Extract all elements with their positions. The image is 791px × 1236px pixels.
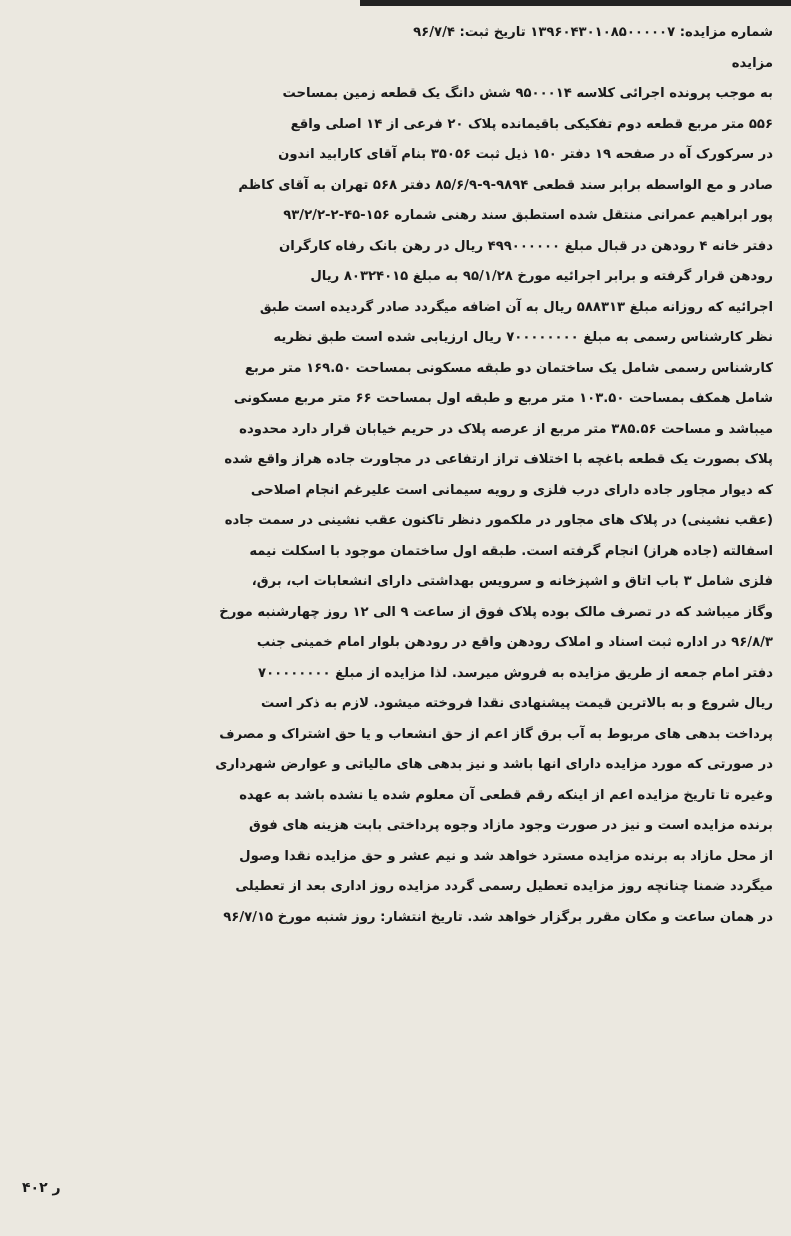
body-line: میگردد ضمنا چنانچه روز مزایده تعطیل رسمی گردد مزایده روز اداری بعد از تعطیلی [235, 879, 773, 894]
body-line: رودهن قرار گرفته و برابر اجرائیه مورخ ۹۵/۱/۲۸ به مبلغ ۸۰۳۲۴۰۱۵ ریال [310, 269, 773, 284]
body-line: برنده مزایده است و نیز در صورت وجود مازاد وجوه پرداختی بابت هزینه های فوق [249, 818, 773, 833]
body-line: نظر کارشناس رسمی به مبلغ ۷۰۰۰۰۰۰۰۰ ریال ارزیابی شده است طبق نظریه [273, 330, 773, 345]
body-line: شامل همکف بمساحت ۱۰۳.۵۰ متر مربع و طبقه اول بمساحت ۶۶ متر مربع مسکونی [233, 391, 773, 406]
body-line: که دیوار مجاور جاده دارای درب فلزی و رویه سیمانی است علیرغم انجام اصلاحی [250, 482, 773, 498]
body-line: فلزی شامل ۳ باب اتاق و اشپزخانه و سرویس بهداشتی دارای انشعابات اب، برق، [251, 574, 773, 589]
body-line: کارشناس رسمی شامل یک ساختمان دو طبقه مسکونی بمساحت ۱۶۹.۵۰ متر مربع [244, 360, 773, 376]
auction-notice [14, 18, 773, 933]
body-line: وغیره تا تاریخ مزایده اعم از اینکه رقم قطعی آن معلوم شده یا نشده باشد به عهده [239, 787, 773, 803]
body-line: پور ابراهیم عمرانی منتقل شده استطبق سند رهنی شماره ۱۵۶-۴۵-۲-۹۳/۲/۲ [283, 208, 773, 223]
body-line: از محل مازاد به برنده مزایده مسترد خواهد شد و نیم عشر و حق مزایده نقدا وصول [239, 848, 773, 864]
body-line: در صورتی که مورد مزایده دارای انها باشد و نیز بدهی های مالیاتی و عوارض شهرداری [215, 757, 773, 772]
body-line: دفتر خانه ۴ رودهن در قبال مبلغ ۴۹۹۰۰۰۰۰۰ ریال در رهن بانک رفاه کارگران [279, 238, 773, 254]
body-line: اجرائیه که روزانه مبلغ ۵۸۸۳۱۳ ریال به آن اضافه میگردد صادر گردیده است طبق [259, 299, 773, 315]
body-line: ۵۵۶ متر مربع قطعه دوم تفکیکی باقیمانده پلاک ۲۰ فرعی از ۱۴ اصلی واقع [290, 116, 773, 132]
body-line: به موجب پرونده اجرائی کلاسه ۹۵۰۰۰۱۴ شش دانگ یک قطعه زمین بمساحت [282, 86, 773, 101]
body-line: دفتر امام جمعه از طریق مزایده به فروش میرسد. لذا مزایده از مبلغ ۷۰۰۰۰۰۰۰۰ [258, 665, 773, 681]
notice-title: مزایده [731, 55, 773, 71]
auction-number-line: شماره مزایده: ۱۳۹۶۰۴۳۰۱۰۸۵۰۰۰۰۰۷ تاریخ ثبت: ۹۶/۷/۴ [413, 25, 773, 40]
body-line: اسفالته (جاده هراز) انجام گرفته است. طبقه اول ساختمان موجود با اسکلت نیمه [249, 543, 773, 559]
body-line: ریال شروع و به بالاترین قیمت پیشنهادی نقدا فروخته میشود. لازم به ذکر است [261, 696, 773, 711]
body-line: میباشد و مساحت ۳۸۵.۵۶ متر مربع از عرصه پلاک در حریم خیابان قرار دارد محدوده [239, 421, 773, 437]
notice-body [14, 79, 773, 933]
body-line: ۹۶/۸/۳ در اداره ثبت اسناد و املاک رودهن واقع در رودهن بلوار امام خمینی جنب [256, 635, 773, 650]
body-line: صادر و مع الواسطه برابر سند قطعی ۹۸۹۴-۹-۸۵/۶/۹ دفتر ۵۶۸ تهران به آقای کاظم [238, 177, 773, 193]
body-line: در همان ساعت و مکان مقرر برگزار خواهد شد. تاریخ انتشار: روز شنبه مورخ ۹۶/۷/۱۵ [223, 909, 773, 925]
body-line: وگاز میباشد که در تصرف مالک بوده پلاک فوق از ساعت ۹ الی ۱۲ روز چهارشنبه مورخ [219, 604, 773, 620]
top-divider [360, 0, 791, 6]
body-line: پلاک بصورت یک قطعه باغچه با اختلاف تراز ارتفاعی در مجاورت جاده هراز واقع شده [224, 452, 773, 467]
body-line: (عقب نشینی) در پلاک های مجاور در ملکمور دنظر تاکنون عقب نشینی در سمت جاده [224, 513, 773, 528]
notice-code: ر ۴۰۲ [22, 1180, 61, 1196]
body-line: در سرکورک آه در صفحه ۱۹ دفتر ۱۵۰ ذیل ثبت ۳۵۰۵۶ بنام آقای کارابید اندون [278, 147, 773, 162]
body-line: پرداخت بدهی های مربوط به آب برق گاز اعم از حق انشعاب و یا حق اشتراک و مصرف [219, 726, 773, 742]
